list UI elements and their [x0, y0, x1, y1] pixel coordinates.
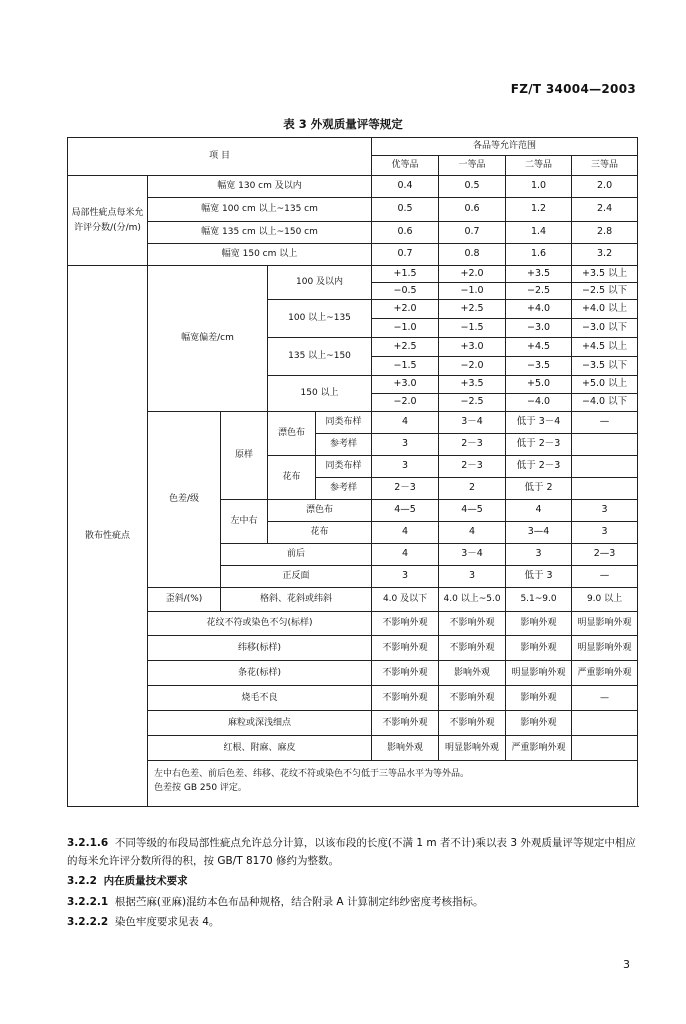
printed-cloth-label: 花布 — [268, 456, 316, 500]
clause-text: 不同等级的布段局部性疵点允许总分计算，以该布段的长度(不满 1 m 者不计)乘以表 3 外观质量评等规定中相应的每米允许评分数所得的积，按 GB/T 8170 修约为整数。 — [67, 837, 636, 867]
cell: 0.7 — [372, 244, 439, 266]
left-center-right-label: 左中右 — [221, 500, 268, 544]
cell: 4 — [439, 522, 506, 544]
cell: +3.5 — [506, 266, 572, 283]
local-row-label: 幅宽 130 cm 及以内 — [148, 176, 372, 198]
cell: +4.0 以上 — [572, 300, 638, 319]
cell: 0.6 — [439, 198, 506, 222]
cell: 不影响外观 — [372, 661, 439, 686]
clause-number: 3.2.2 — [67, 875, 97, 887]
paragraph-3-2-1-6 — [67, 834, 642, 870]
standard-code: FZ/T 34004—2003 — [510, 82, 636, 96]
cell: +4.0 — [506, 300, 572, 319]
dyed-cloth-label: 漂色布 — [268, 412, 316, 456]
cell: +3.0 — [372, 376, 439, 394]
clause-text: 根据苎麻(亚麻)混纺本色布品种规格，结合附录 A 计算制定纬纱密度考核指标。 — [114, 896, 484, 908]
cell: 低于 2－3 — [506, 456, 572, 478]
cell: 不影响外观 — [439, 686, 506, 711]
cell: −4.0 — [506, 394, 572, 412]
cell: 低于 2－3 — [506, 434, 572, 456]
cell: 4.0 及以下 — [372, 588, 439, 612]
cell: −2.0 — [372, 394, 439, 412]
cell: −2.5 — [506, 283, 572, 300]
cell: −1.5 — [372, 357, 439, 376]
grade-superior: 优等品 — [372, 156, 439, 176]
cell: +5.0 — [506, 376, 572, 394]
grade-second: 二等品 — [506, 156, 572, 176]
cell: 不影响外观 — [372, 711, 439, 736]
cell: 2－3 — [439, 456, 506, 478]
cell: 明显影响外观 — [506, 661, 572, 686]
cell: 严重影响外观 — [506, 736, 572, 761]
cell: −3.5 以下 — [572, 357, 638, 376]
cell — [572, 478, 638, 500]
front-back-label: 前后 — [221, 544, 372, 566]
cell: 不影响外观 — [439, 711, 506, 736]
cell: 不影响外观 — [372, 636, 439, 661]
other-row-label: 烧毛不良 — [148, 686, 372, 711]
cell: +2.0 — [372, 300, 439, 319]
cell: +2.5 — [439, 300, 506, 319]
cell: 低于 2 — [506, 478, 572, 500]
cell: — — [572, 412, 638, 434]
cell: −2.0 — [439, 357, 506, 376]
cell: +4.5 以上 — [572, 338, 638, 357]
cell: 不影响外观 — [439, 636, 506, 661]
cell — [572, 456, 638, 478]
cell: −1.0 — [372, 319, 439, 338]
cell: 4 — [372, 544, 439, 566]
width-deviation-label: 幅宽偏差/cm — [148, 266, 268, 412]
note-line: 左中右色差、前后色差、纬移、花纹不符或染色不匀低于三等品水平为等外品。 — [154, 769, 470, 779]
cell: 2—3 — [572, 544, 638, 566]
same-kind-label: 同类布样 — [316, 412, 372, 434]
cell: 不影响外观 — [372, 612, 439, 636]
cell: 3 — [506, 544, 572, 566]
cell: 严重影响外观 — [572, 661, 638, 686]
cell: 低于 3 — [506, 566, 572, 588]
cell: 影响外观 — [372, 736, 439, 761]
face-back-label: 正反面 — [221, 566, 372, 588]
cell: +3.5 — [439, 376, 506, 394]
local-row-label: 幅宽 100 cm 以上~135 cm — [148, 198, 372, 222]
header-grade-range: 各品等允许范围 — [372, 138, 638, 156]
cell: 2.4 — [572, 198, 638, 222]
cell: 2.0 — [572, 176, 638, 198]
cell: 3 — [372, 434, 439, 456]
table-note — [148, 761, 638, 807]
cell: 不影响外观 — [439, 612, 506, 636]
cell: 0.5 — [439, 176, 506, 198]
local-defect-label: 局部性疵点每米允许评分数/(分/m) — [68, 176, 148, 266]
cell: 影响外观 — [439, 661, 506, 686]
cell: 1.6 — [506, 244, 572, 266]
table-caption: 表 3 外观质量评等规定 — [283, 117, 403, 131]
local-row-label: 幅宽 150 cm 以上 — [148, 244, 372, 266]
cell: +3.0 — [439, 338, 506, 357]
cell: 3 — [439, 566, 506, 588]
cell: −4.0 以下 — [572, 394, 638, 412]
cell: 9.0 以上 — [572, 588, 638, 612]
cell: +2.5 — [372, 338, 439, 357]
cell: −3.0 — [506, 319, 572, 338]
lr-print-label: 花布 — [268, 522, 372, 544]
cell: 4 — [372, 522, 439, 544]
clause-number: 3.2.1.6 — [67, 837, 109, 849]
cell: −2.5 — [439, 394, 506, 412]
lr-dyed-label: 漂色布 — [268, 500, 372, 522]
clause-text: 内在质量技术要求 — [103, 875, 188, 887]
paragraph-3-2-2 — [67, 872, 642, 890]
grade-first: 一等品 — [439, 156, 506, 176]
cell: 3 — [572, 500, 638, 522]
cell: 影响外观 — [506, 711, 572, 736]
cell: 明显影响外观 — [572, 636, 638, 661]
cell: +4.5 — [506, 338, 572, 357]
color-diff-label: 色差/级 — [148, 412, 221, 588]
cell: — — [572, 686, 638, 711]
cell: −2.5 以下 — [572, 283, 638, 300]
cell: 0.4 — [372, 176, 439, 198]
cell: 1.0 — [506, 176, 572, 198]
appearance-grading-table — [67, 137, 638, 807]
cell: 2－3 — [439, 434, 506, 456]
cell: 0.5 — [372, 198, 439, 222]
reference-label: 参考样 — [316, 434, 372, 456]
cell: +3.5 以上 — [572, 266, 638, 283]
cell: +2.0 — [439, 266, 506, 283]
cell: 不影响外观 — [372, 686, 439, 711]
cell: 低于 3－4 — [506, 412, 572, 434]
cell: — — [572, 566, 638, 588]
paragraph-3-2-2-2 — [67, 913, 642, 931]
cell: 3－4 — [439, 544, 506, 566]
cell — [572, 736, 638, 761]
other-row-label: 条花(标样) — [148, 661, 372, 686]
cell: 3 — [372, 566, 439, 588]
cell: −1.0 — [439, 283, 506, 300]
cell: 1.2 — [506, 198, 572, 222]
cell: 4.0 以上~5.0 — [439, 588, 506, 612]
cell: 0.7 — [439, 222, 506, 244]
cell: 3－4 — [439, 412, 506, 434]
same-kind-label: 同类布样 — [316, 456, 372, 478]
scatter-defect-label: 散布性疵点 — [68, 266, 148, 807]
width-row-label: 100 及以内 — [268, 266, 372, 300]
cell: −3.5 — [506, 357, 572, 376]
grade-third: 三等品 — [572, 156, 638, 176]
cell — [572, 711, 638, 736]
cell: 影响外观 — [506, 636, 572, 661]
other-row-label: 纬移(标样) — [148, 636, 372, 661]
cell: 影响外观 — [506, 612, 572, 636]
cell: 3—4 — [506, 522, 572, 544]
clause-text: 染色牢度要求见表 4。 — [114, 916, 220, 928]
original-sample-label: 原样 — [221, 412, 268, 500]
cell: 3 — [572, 522, 638, 544]
cell: 4—5 — [372, 500, 439, 522]
cell: +5.0 以上 — [572, 376, 638, 394]
reference-label: 参考样 — [316, 478, 372, 500]
note-line: 色差按 GB 250 评定。 — [154, 783, 247, 794]
clause-number: 3.2.2.2 — [67, 916, 109, 928]
cell: 5.1~9.0 — [506, 588, 572, 612]
cell: 2 — [439, 478, 506, 500]
other-row-label: 麻粒或深浅细点 — [148, 711, 372, 736]
cell: 2－3 — [372, 478, 439, 500]
cell: +1.5 — [372, 266, 439, 283]
header-item: 项 目 — [68, 138, 372, 176]
skew-label: 歪斜/(%) — [148, 588, 221, 612]
cell: 4 — [372, 412, 439, 434]
other-row-label: 花纹不符或染色不匀(标样) — [148, 612, 372, 636]
page-number: 3 — [623, 958, 630, 971]
cell: −1.5 — [439, 319, 506, 338]
skew-type-label: 格斜、花斜或纬斜 — [221, 588, 372, 612]
cell: 明显影响外观 — [439, 736, 506, 761]
cell — [572, 434, 638, 456]
width-row-label: 150 以上 — [268, 376, 372, 412]
width-row-label: 135 以上~150 — [268, 338, 372, 376]
cell: 1.4 — [506, 222, 572, 244]
cell: 4 — [506, 500, 572, 522]
other-row-label: 红根、附麻、麻皮 — [148, 736, 372, 761]
cell: 3.2 — [572, 244, 638, 266]
paragraph-3-2-2-1 — [67, 893, 642, 911]
width-row-label: 100 以上~135 — [268, 300, 372, 338]
cell: −0.5 — [372, 283, 439, 300]
cell: 3 — [372, 456, 439, 478]
local-row-label: 幅宽 135 cm 以上~150 cm — [148, 222, 372, 244]
cell: 明显影响外观 — [572, 612, 638, 636]
cell: 2.8 — [572, 222, 638, 244]
clause-number: 3.2.2.1 — [67, 896, 109, 908]
cell: 0.8 — [439, 244, 506, 266]
cell: −3.0 以下 — [572, 319, 638, 338]
cell: 4—5 — [439, 500, 506, 522]
cell: 0.6 — [372, 222, 439, 244]
cell: 影响外观 — [506, 686, 572, 711]
